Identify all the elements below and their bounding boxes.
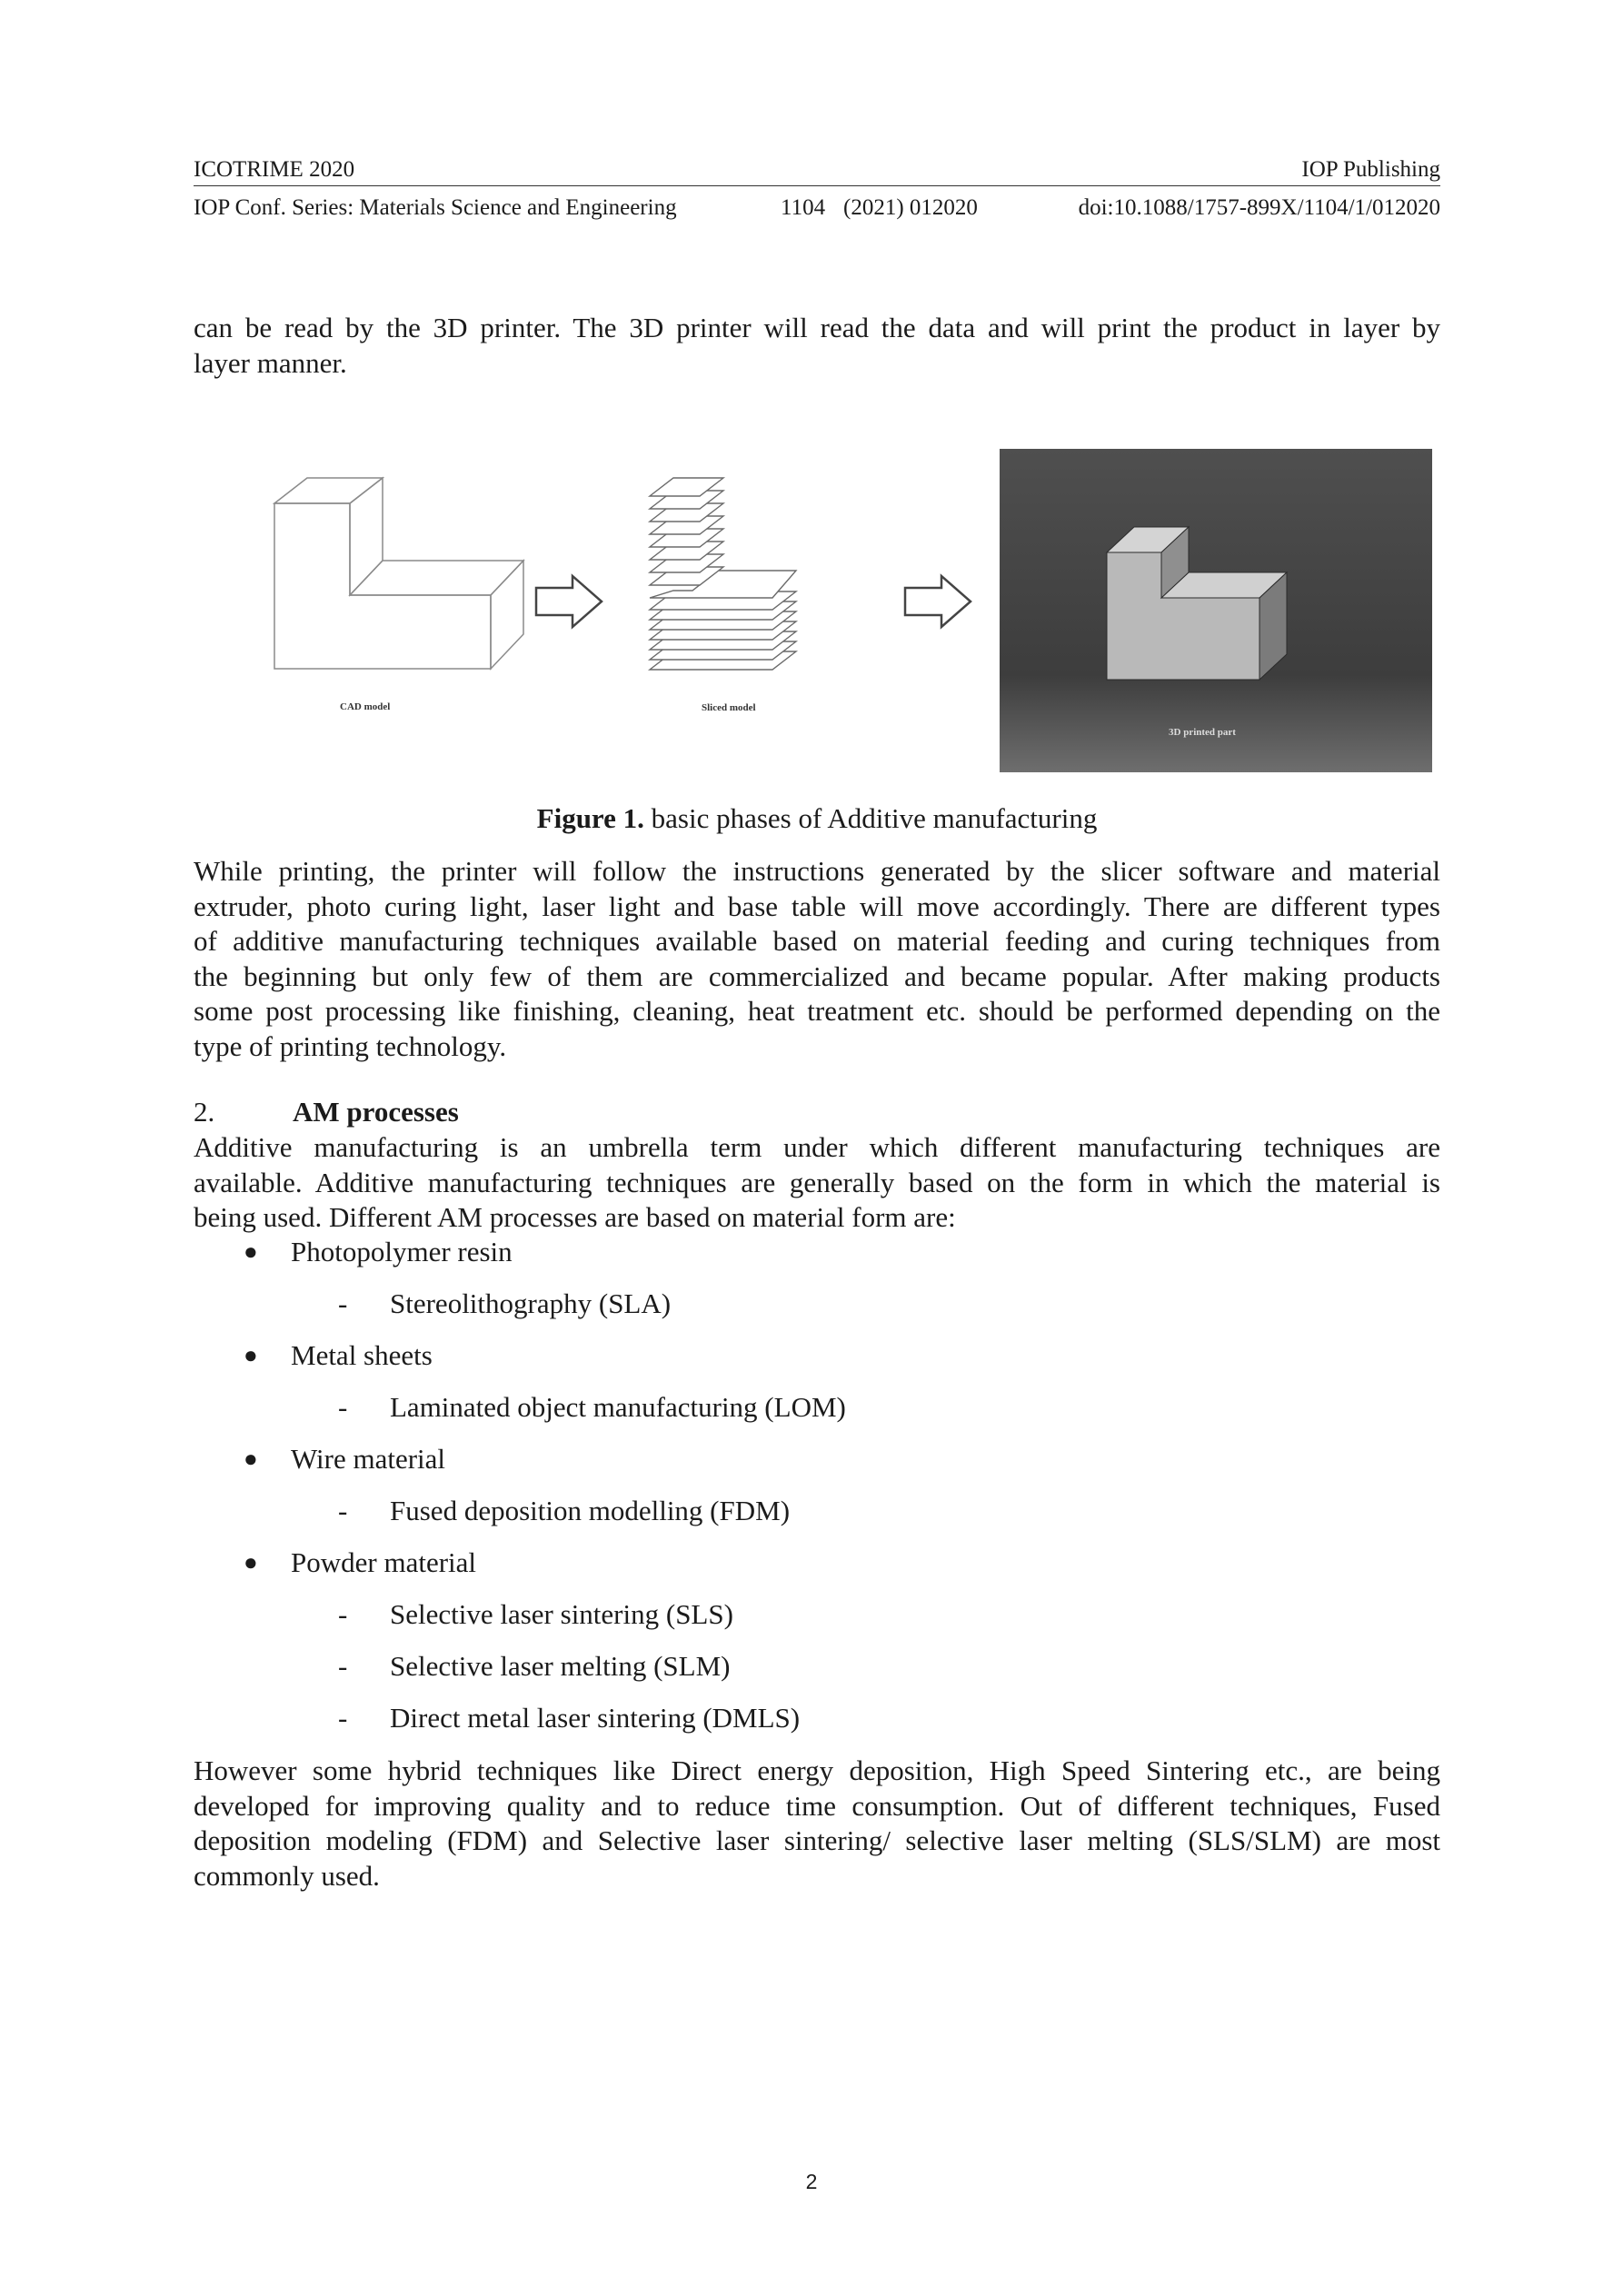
text-line: some post processing like finishing, cleaning, heat treatment etc. should be performed depending on the — [194, 995, 1440, 1027]
sliced-model-label: Sliced model — [702, 702, 756, 713]
text-line: However some hybrid techniques like Direct energy deposition, High Speed Sintering etc., are being — [194, 1754, 1440, 1786]
list-subitem-text: Selective laser melting (SLM) — [390, 1650, 731, 1682]
list-item-text: Metal sheets — [291, 1339, 433, 1371]
dash-marker: - — [338, 1495, 348, 1526]
conference-name: ICOTRIME 2020 — [194, 157, 355, 182]
bullet-icon: ● — [244, 1238, 258, 1265]
am-intro-paragraph — [194, 1130, 1440, 1236]
list-subitem-text: Direct metal laser sintering (DMLS) — [390, 1702, 801, 1734]
text-line: deposition modeling (FDM) and Selective laser sintering/ selective laser melting (SLS/SLM) are most — [194, 1824, 1440, 1856]
figure-caption — [194, 801, 1440, 836]
text-line: extruder, photo curing light, laser light and base table will move accordingly. There are different types — [194, 890, 1440, 922]
list-subitem-text: Selective laser sintering (SLS) — [390, 1598, 733, 1630]
sliced-model-drawing — [650, 478, 796, 670]
list-subitem-text: Fused deposition modelling (FDM) — [390, 1495, 791, 1526]
section-title: AM processes — [293, 1096, 459, 1128]
dash-marker: - — [338, 1650, 348, 1682]
header-rule — [194, 185, 1440, 186]
text-line: of additive manufacturing techniques available based on material feeding and curing techniques from — [194, 925, 1440, 957]
section-number: 2. — [194, 1096, 215, 1128]
bullet-icon: ● — [244, 1342, 258, 1368]
dash-marker: - — [338, 1391, 348, 1423]
arrow-right-icon — [536, 576, 602, 627]
arrow-right-icon — [905, 576, 971, 627]
dash-marker: - — [338, 1598, 348, 1630]
list-subitem-text: Laminated object manufacturing (LOM) — [390, 1391, 846, 1423]
series-name: IOP Conf. Series: Materials Science and Engineering — [194, 195, 677, 220]
text-line: can be read by the 3D printer. The 3D printer will read the data and will print the product in layer by — [194, 312, 1440, 343]
cad-model-drawing — [274, 478, 523, 669]
list-item-text: Powder material — [291, 1546, 477, 1578]
text-line: type of printing technology. — [194, 1029, 507, 1062]
doi-text: doi:10.1088/1757-899X/1104/1/012020 — [1078, 195, 1440, 220]
figure-caption-text: basic phases of Additive manufacturing — [643, 802, 1098, 834]
list-item-text: Wire material — [291, 1443, 446, 1475]
list-item-text: Photopolymer resin — [291, 1236, 513, 1267]
text-line: being used. Different AM processes are based on material form are: — [194, 1201, 956, 1233]
dash-marker: - — [338, 1287, 348, 1319]
am-phases-figure — [264, 445, 1436, 772]
page-number: 2 — [805, 2170, 818, 2193]
dash-marker: - — [338, 1702, 348, 1734]
text-line: available. Additive manufacturing techniques are generally based on the form in which the material is — [194, 1166, 1440, 1198]
text-line: developed for improving quality and to reduce time consumption. Out of different techniques, Fused — [194, 1789, 1440, 1822]
text-line: commonly used. — [194, 1859, 380, 1892]
volume-number: 1104 — [781, 195, 826, 220]
bullet-icon: ● — [244, 1446, 258, 1472]
bullet-icon: ● — [244, 1549, 258, 1575]
printing-paragraph — [194, 854, 1440, 1064]
figure-caption-label: Figure 1. — [536, 802, 644, 834]
printed-part-label: 3D printed part — [1169, 727, 1236, 738]
hybrid-paragraph — [194, 1754, 1440, 1893]
text-line: Additive manufacturing is an umbrella term under which different manufacturing techniques are — [194, 1131, 1440, 1163]
list-subitem-text: Stereolithography (SLA) — [390, 1287, 672, 1319]
cad-model-label: CAD model — [340, 701, 391, 712]
year-article: (2021) 012020 — [843, 195, 978, 220]
intro-paragraph — [194, 311, 1440, 381]
text-line: While printing, the printer will follow the instructions generated by the slicer software and material — [194, 855, 1440, 887]
text-line: the beginning but only few of them are commercialized and became popular. After making products — [194, 959, 1440, 992]
text-line: layer manner. — [194, 346, 347, 379]
publisher-name: IOP Publishing — [1301, 157, 1440, 182]
